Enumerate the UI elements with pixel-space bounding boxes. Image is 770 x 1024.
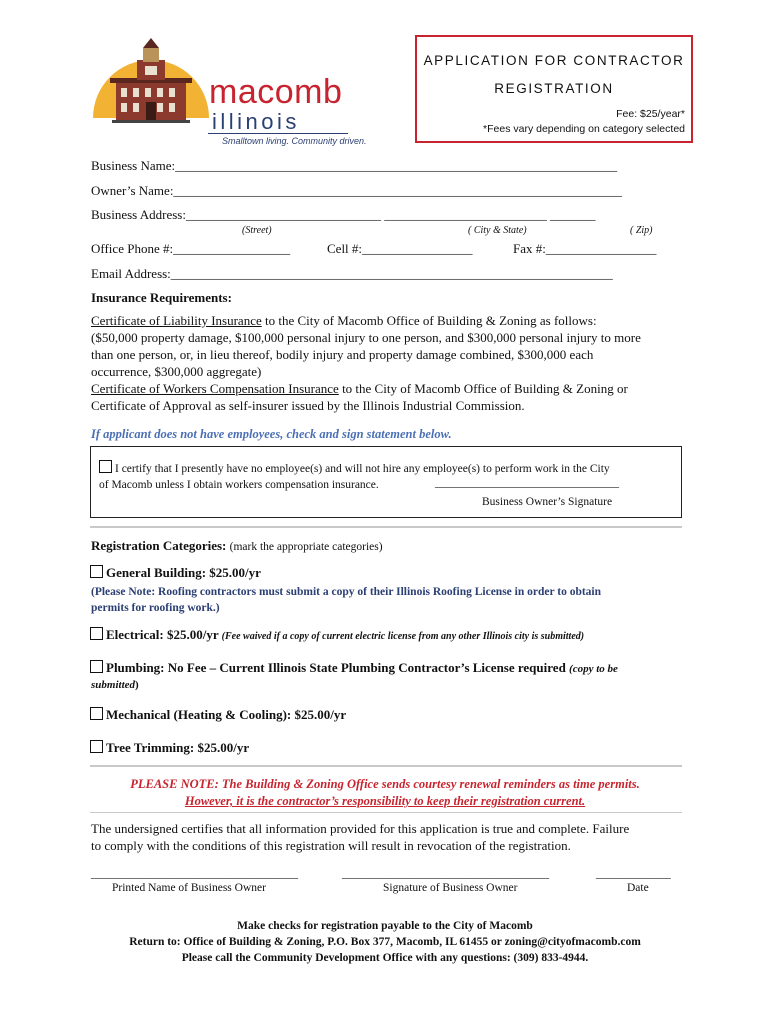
liability-text: to the City of Macomb Office of Building & Zoning as follows: (261, 313, 597, 328)
renewal-notice-2: However, it is the contractor’s responsibility to keep their registration current. (184, 794, 586, 808)
categories-heading-note: (mark the appropriate categories) (229, 541, 383, 553)
printed-name-line[interactable]: ____________________________________ (91, 868, 298, 880)
section-divider (90, 526, 682, 528)
electrical-label: Electrical: $25.00/yr (106, 627, 222, 642)
liability-amounts-3: occurrence, $300,000 aggregate) (91, 364, 262, 379)
mechanical-label: Mechanical (Heating & Cooling): $25.00/yr (106, 707, 347, 722)
footer-return-address: Return to: Office of Building & Zoning, P.O. Box 377, Macomb, IL 61455 or zoning@cityofmacomb.com (129, 936, 641, 948)
form-title-line2: REGISTRATION (494, 81, 614, 96)
categories-heading-row (91, 538, 383, 554)
liability-amounts-2: than one person, or, in lieu thereof, bodily injury and property damage combined, $300,000 each (91, 347, 594, 362)
footer-contact: Please call the Community Development Office with any questions: (309) 833-4944. (181, 952, 589, 964)
business-name-field[interactable]: Business Name:____________________________________________________________________ (91, 158, 618, 173)
email-field[interactable]: Email Address:____________________________________________________________________ (91, 266, 613, 281)
plumbing-checkbox[interactable] (90, 660, 103, 673)
plumbing-note-2: submitted (91, 679, 136, 691)
footer-payable: Make checks for registration payable to the City of Macomb (237, 920, 533, 932)
plumbing-note-close: ) (135, 679, 139, 691)
business-address-field[interactable]: Business Address:______________________________ _________________________ _______ (91, 207, 596, 222)
electrical-checkbox[interactable] (90, 627, 103, 640)
owner-name-field[interactable]: Owner’s Name:_____________________________________________________________________ (91, 183, 622, 198)
signature-label: Signature of Business Owner (383, 882, 518, 894)
form-title-line1: APPLICATION FOR CONTRACTOR (423, 53, 685, 68)
certification-line1: The undersigned certifies that all information provided for this application is true and complete. Failure (91, 821, 630, 836)
renewal-notice: PLEASE NOTE: The Building & Zoning Office sends courtesy renewal reminders as time permits. (130, 777, 640, 791)
workers-comp-text-2: Certificate of Approval as self-insurer issued by the Illinois Industrial Commission. (91, 398, 525, 413)
insurance-liability-paragraph (91, 312, 686, 414)
liability-amounts: ($50,000 property damage, $100,000 personal injury to one person, and $300,000 personal injury to more (91, 330, 641, 345)
street-hint: (Street) (242, 225, 272, 236)
tree-trimming-checkbox[interactable] (90, 740, 103, 753)
owner-signature-line[interactable]: ________________________________ (435, 477, 619, 489)
workers-comp-certificate-label: Certificate of Workers Compensation Insurance (91, 381, 339, 396)
no-employees-prompt: If applicant does not have employees, check and sign statement below. (91, 427, 452, 441)
plumbing-label: Plumbing: No Fee – Current Illinois State Plumbing Contractor’s License required (106, 660, 570, 675)
footer (0, 918, 770, 966)
signature-line[interactable]: ____________________________________ (342, 868, 549, 880)
insurance-heading: Insurance Requirements: (91, 290, 232, 305)
zip-hint: ( Zip) (630, 225, 653, 236)
logo-state-name: illinois (212, 109, 300, 134)
general-building-checkbox[interactable] (90, 565, 103, 578)
categories-heading: Registration Categories: (91, 538, 227, 553)
logo-tagline: Smalltown living. Community driven. (222, 136, 367, 146)
tree-trimming-label: Tree Trimming: $25.00/yr (106, 740, 250, 755)
printed-name-label: Printed Name of Business Owner (112, 882, 266, 894)
certification-line2: to comply with the conditions of this registration will result in revocation of the registration. (91, 838, 571, 853)
liability-certificate-label: Certificate of Liability Insurance (91, 313, 262, 328)
fax-field[interactable]: Fax #:_________________ (513, 241, 657, 256)
roofing-note-2: permits for roofing work.) (91, 602, 220, 614)
workers-comp-text: to the City of Macomb Office of Building & Zoning or (338, 381, 628, 396)
cell-field[interactable]: Cell #:_________________ (327, 241, 473, 256)
city-state-hint: ( City & State) (468, 225, 527, 236)
mechanical-checkbox[interactable] (90, 707, 103, 720)
office-phone-field[interactable]: Office Phone #:__________________ (91, 241, 291, 256)
logo-city-name: macomb (209, 73, 343, 111)
electrical-note: (Fee waived if a copy of current electric license from any other Illinois city is submitted) (221, 631, 585, 642)
no-employees-certification-box (90, 446, 682, 518)
roofing-note: (Please Note: Roofing contractors must submit a copy of their Illinois Roofing License in order to obtain (91, 586, 602, 598)
date-label: Date (627, 882, 649, 894)
date-line[interactable]: _____________ (596, 868, 671, 880)
title-box (415, 35, 693, 143)
fee-note: *Fees vary depending on category selected (483, 123, 685, 135)
certification-statement (91, 820, 686, 854)
no-employees-statement: I certify that I presently have no employee(s) and will not hire any employee(s) to perform work in the City (115, 463, 610, 475)
plumbing-note: (copy to be (569, 663, 618, 675)
fee-amount: Fee: $25/year* (616, 108, 685, 120)
section-divider-3 (90, 812, 682, 813)
logo-divider (208, 133, 348, 134)
no-employees-statement-2: of Macomb unless I obtain workers compensation insurance. (99, 479, 379, 491)
owner-signature-label: Business Owner’s Signature (482, 496, 613, 508)
section-divider-2 (90, 765, 682, 767)
no-employees-checkbox[interactable] (99, 460, 112, 473)
general-building-label: General Building: $25.00/yr (106, 565, 261, 580)
